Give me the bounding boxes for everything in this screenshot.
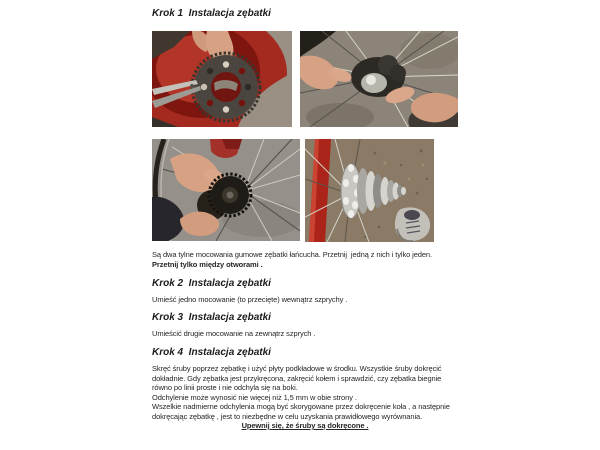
- photo-cassette-closeup-image: [305, 139, 434, 242]
- step1-heading: Krok 1 Instalacja zębatki: [152, 8, 271, 19]
- photo-cutting-rubber-disc-image: [152, 31, 292, 127]
- photo-sprocket-on-wheel-image: [152, 139, 300, 241]
- step4-heading: Krok 4 Instalacja zębatki: [152, 347, 271, 358]
- photo-row-1: [152, 31, 458, 127]
- step4-paragraph-1: Skręć śruby poprzez zębatkę i użyć płyty podkładowe w środku. Wszystkie śruby dokręcić dokładnie. Gdy zębatka jest przykręcona, zakręcić kołem i sprawdzić, czy zębatka biegnie równo po linii proste i nie odchyla się na boki.: [152, 364, 444, 392]
- photo-mount-inside-spokes: [300, 31, 458, 127]
- step3-paragraph: Umieścić drugie mocowanie na zewnątrz szprych .: [152, 328, 316, 338]
- step1-paragraph-line2: Przetnij tylko między otworami .: [152, 259, 263, 269]
- step2-paragraph: Umieść jedno mocowanie (to przecięte) wewnątrz szprychy .: [152, 295, 348, 304]
- photo-sprocket-on-wheel: [152, 139, 300, 242]
- step4-paragraph-3: Wszelkie nadmierne odchylenia mogą być skorygowane przez dokręcenie koła , a następnie dokręcając zębatkę , jest to niezbędne w celu uzyskania prawidłowego wyrównania.: [152, 402, 452, 421]
- photo-cassette-closeup: [305, 139, 434, 242]
- step1-paragraph-line1: Są dwa tylne mocowania gumowe zębatki łańcucha. Przetnij jedną z nich i tylko jeden.: [152, 250, 432, 259]
- step2-heading: Krok 2 Instalacja zębatki: [152, 278, 271, 289]
- photo-row-2: [152, 139, 458, 242]
- step4-warning-line: Upewnij się, że śruby są dokręcone .: [241, 421, 369, 430]
- document-page: [152, 0, 458, 431]
- step4-paragraph-2: Odchylenie może wynosić nie więcej niż 1,5 mm w obie strony .: [152, 392, 357, 402]
- photo-cutting-rubber-disc: [152, 31, 292, 127]
- photo-mount-inside-spokes-image: [300, 31, 458, 127]
- step3-heading: Krok 3 Instalacja zębatki: [152, 311, 271, 323]
